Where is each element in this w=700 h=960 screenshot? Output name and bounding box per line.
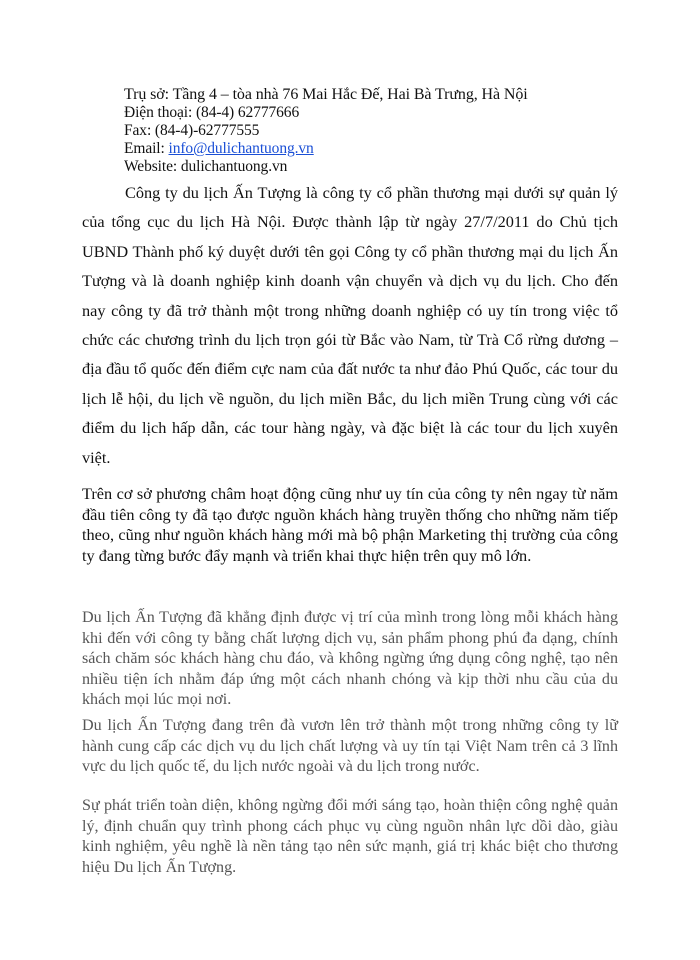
address-label: Trụ sở: <box>124 86 169 103</box>
services-paragraph: Du lịch Ấn Tượng đang trên đà vươn lên trở thành một trong những công ty lữ hành cung cấp các dịch vụ du lịch chất lượng và uy tín tại Việt Nam trên cả 3 lĩnh vực du lịch quốc tế, du lịch nước ngoài và du lịch trong nước. <box>82 717 618 776</box>
phone-line: Điện thoại: (84-4) 62777666 <box>124 104 300 121</box>
website-line: Website: dulichantuong.vn <box>124 158 288 175</box>
position-paragraph: Du lịch Ấn Tượng đã khẳng định được vị trí của mình trong lòng mỗi khách hàng khi đến với công ty bằng chất lượng dịch vụ, sản phẩm phong phú đa dạng, chính sách chăm sóc khách hàng chu đáo, và không ngừng ứng dụng công nghệ, tạo nên nhiều tiện ích nhằm đáp ứng một cách nhanh chóng và kịp thời nhu cầu của du khách mọi lúc mọi nơi. <box>82 609 618 709</box>
email-label: Email: <box>124 140 165 157</box>
address-value: Tầng 4 – tòa nhà 76 Mai Hắc Đế, Hai Bà Trưng, Hà Nội <box>172 86 528 103</box>
email-line <box>124 140 604 158</box>
customer-base-paragraph: Trên cơ sở phương châm hoạt động cũng như uy tín của công ty nên ngay từ năm đầu tiên công ty đã tạo được nguồn khách hàng truyền thống cho những năm tiếp theo, cũng như nguồn khách hàng mới mà bộ phận Marketing thị trường của công ty đang từng bước đẩy mạnh và triển khai thực hiện trên quy mô lớn. <box>82 484 618 565</box>
company-contact-header <box>124 86 604 176</box>
address-line <box>124 86 604 104</box>
development-paragraph: Sự phát triển toàn diện, không ngừng đổi mới sáng tạo, hoàn thiện công nghệ quản lý, định chuẩn quy trình phong cách phục vụ cùng nguồn nhân lực dồi dào, giàu kinh nghiệm, yêu nghề là nền tảng tạo nên sức mạnh, giá trị khác biệt cho thương hiệu Du lịch Ấn Tượng. <box>82 797 618 876</box>
email-link[interactable]: info@dulichantuong.vn <box>168 140 314 157</box>
fax-line: Fax: (84-4)-62777555 <box>124 122 260 139</box>
intro-paragraph: Công ty du lịch Ấn Tượng là công ty cổ phần thương mại dưới sự quản lý của tổng cục du lịch Hà Nội. Được thành lập từ ngày 27/7/2011 do Chủ tịch UBND Thành phố ký duyệt dưới tên gọi Công ty cổ phần thương mại du lịch Ấn Tượng và là doanh nghiệp kinh doanh vận chuyển và dịch vụ du lịch. Cho đến nay công ty đã trở thành một trong những doanh nghiệp có uy tín trong việc tổ chức các chương trình du lịch trọn gói từ Bắc vào Nam, từ Trà Cổ rừng dương – địa đầu tổ quốc đến điểm cực nam của đất nước ta như đảo Phú Quốc, các tour du lịch lễ hội, du lịch về nguồn, du lịch miền Bắc, du lịch miền Trung cùng với các điểm du lịch hấp dẫn, các tour hàng ngày, và đặc biệt là các tour du lịch xuyên việt. <box>82 183 618 467</box>
